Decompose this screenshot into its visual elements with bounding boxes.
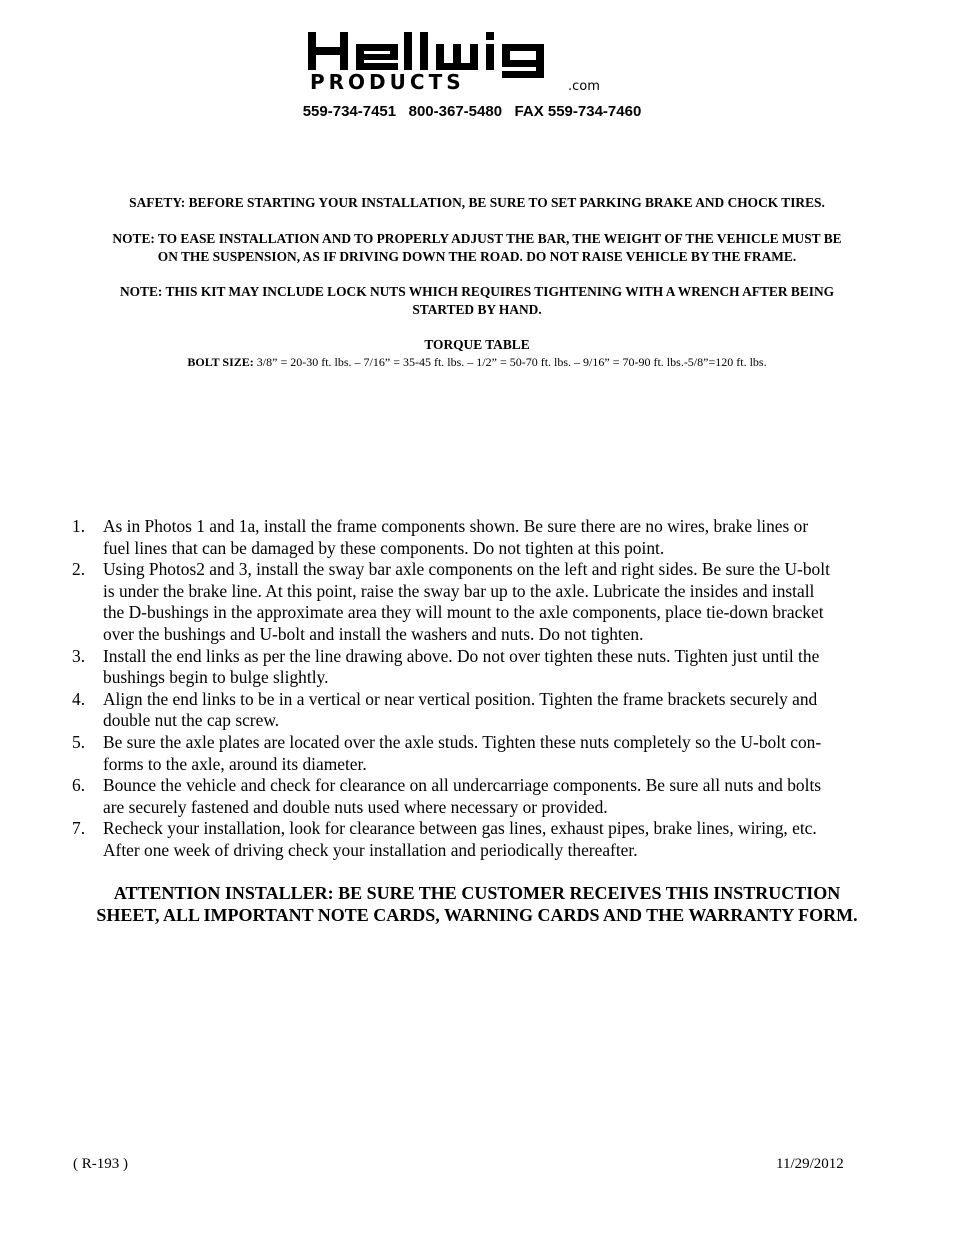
document-date: 11/29/2012 bbox=[776, 1156, 844, 1172]
step-number: 7. bbox=[72, 818, 86, 839]
step-number: 3. bbox=[72, 645, 86, 666]
step-text-line: As in Photos 1 and 1a, install the frame components shown. Be sure there are no wires, brake lines or bbox=[103, 516, 809, 536]
step-text-line: Align the end links to be in a vertical or near vertical position. Tighten the frame brackets securely and bbox=[103, 688, 818, 709]
safety-text: SAFETY: BEFORE STARTING YOUR INSTALLATION, BE SURE TO SET PARKING BRAKE AND CHOCK TIRES. bbox=[129, 195, 825, 210]
attention-line-2: SHEET, ALL IMPORTANT NOTE CARDS, WARNING CARDS AND THE WARRANTY FORM. bbox=[96, 905, 858, 925]
step-number: 5. bbox=[72, 731, 86, 752]
step-item bbox=[72, 775, 892, 818]
bolt-size-values: 3/8” = 20-30 ft. lbs. – 7/16” = 35-45 ft. lbs. – 1/2” = 50-70 ft. lbs. – 9/16” = 70-90 ft. lbs.-5/8”=120 ft. lbs. bbox=[256, 355, 767, 369]
attention-installer bbox=[40, 882, 914, 926]
step-item bbox=[72, 732, 892, 775]
step-text-line: double nut the cap screw. bbox=[103, 710, 280, 731]
attention-line-1: ATTENTION INSTALLER: BE SURE THE CUSTOMER RECEIVES THIS INSTRUCTION bbox=[113, 883, 841, 903]
step-text-line: over the bushings and U-bolt and install the washers and nuts. Do not tighten. bbox=[103, 623, 644, 644]
weight-note-line-1: NOTE: TO EASE INSTALLATION AND TO PROPERLY ADJUST THE BAR, THE WEIGHT OF THE VEHICLE MUST BE bbox=[112, 231, 842, 246]
step-text-line: forms to the axle, around its diameter. bbox=[103, 753, 367, 774]
step-text-line: is under the brake line. At this point, raise the sway bar up to the axle. Lubricate the insides and install bbox=[103, 580, 815, 601]
step-text-line: bushings begin to bulge slightly. bbox=[103, 667, 329, 688]
step-number: 4. bbox=[72, 688, 86, 709]
svg-text:.com: .com bbox=[568, 79, 600, 94]
lock-nut-note-line-2: STARTED BY HAND. bbox=[412, 302, 542, 317]
safety-notice bbox=[40, 194, 914, 212]
weight-note-line-2: ON THE SUSPENSION, AS IF DRIVING DOWN THE ROAD. DO NOT RAISE VEHICLE BY THE FRAME. bbox=[157, 249, 797, 264]
step-text-line: Bounce the vehicle and check for clearance on all undercarriage components. Be sure all nuts and bolts bbox=[103, 775, 822, 796]
step-number: 2. bbox=[72, 559, 86, 580]
document-code: ( R-193 ) bbox=[73, 1156, 128, 1172]
phone-numbers: 559-734-7451 800-367-5480 FAX 559-734-7460 bbox=[302, 103, 642, 120]
svg-text:PRODUCTS: PRODUCTS bbox=[310, 70, 465, 94]
step-number: 6. bbox=[72, 775, 86, 796]
step-item bbox=[72, 689, 892, 732]
weight-note bbox=[40, 230, 914, 266]
lock-nut-note bbox=[40, 283, 914, 319]
step-text-line: fuel lines that can be damaged by these components. Do not tighten at this point. bbox=[103, 537, 665, 558]
step-text-line: are securely fastened and double nuts used where necessary or provided. bbox=[103, 796, 608, 817]
step-item bbox=[72, 516, 892, 559]
bolt-size-label: BOLT SIZE: bbox=[187, 355, 254, 369]
step-text-line: After one week of driving check your installation and periodically thereafter. bbox=[103, 839, 638, 860]
installation-steps bbox=[72, 516, 892, 862]
step-item bbox=[72, 818, 892, 861]
step-number: 1. bbox=[72, 516, 86, 536]
hellwig-products-logo bbox=[300, 22, 645, 98]
step-text-line: Using Photos2 and 3, install the sway bar axle components on the left and right sides. Be sure the U-bolt bbox=[103, 559, 830, 580]
torque-values bbox=[0, 355, 954, 370]
step-text-line: Recheck your installation, look for clearance between gas lines, exhaust pipes, brake lines, wiring, etc. bbox=[103, 818, 817, 839]
lock-nut-note-line-1: NOTE: THIS KIT MAY INCLUDE LOCK NUTS WHICH REQUIRES TIGHTENING WITH A WRENCH AFTER BEING bbox=[119, 284, 835, 299]
step-text-line: the D-bushings in the approximate area they will mount to the axle components, place tie-down bracket bbox=[103, 602, 824, 623]
step-item bbox=[72, 646, 892, 689]
torque-table-title: TORQUE TABLE bbox=[424, 337, 530, 352]
step-text-line: Install the end links as per the line drawing above. Do not over tighten these nuts. Tighten just until the bbox=[103, 645, 820, 666]
step-text-line: Be sure the axle plates are located over the axle studs. Tighten these nuts completely so the U-bolt con- bbox=[103, 731, 822, 752]
step-item bbox=[72, 559, 892, 645]
